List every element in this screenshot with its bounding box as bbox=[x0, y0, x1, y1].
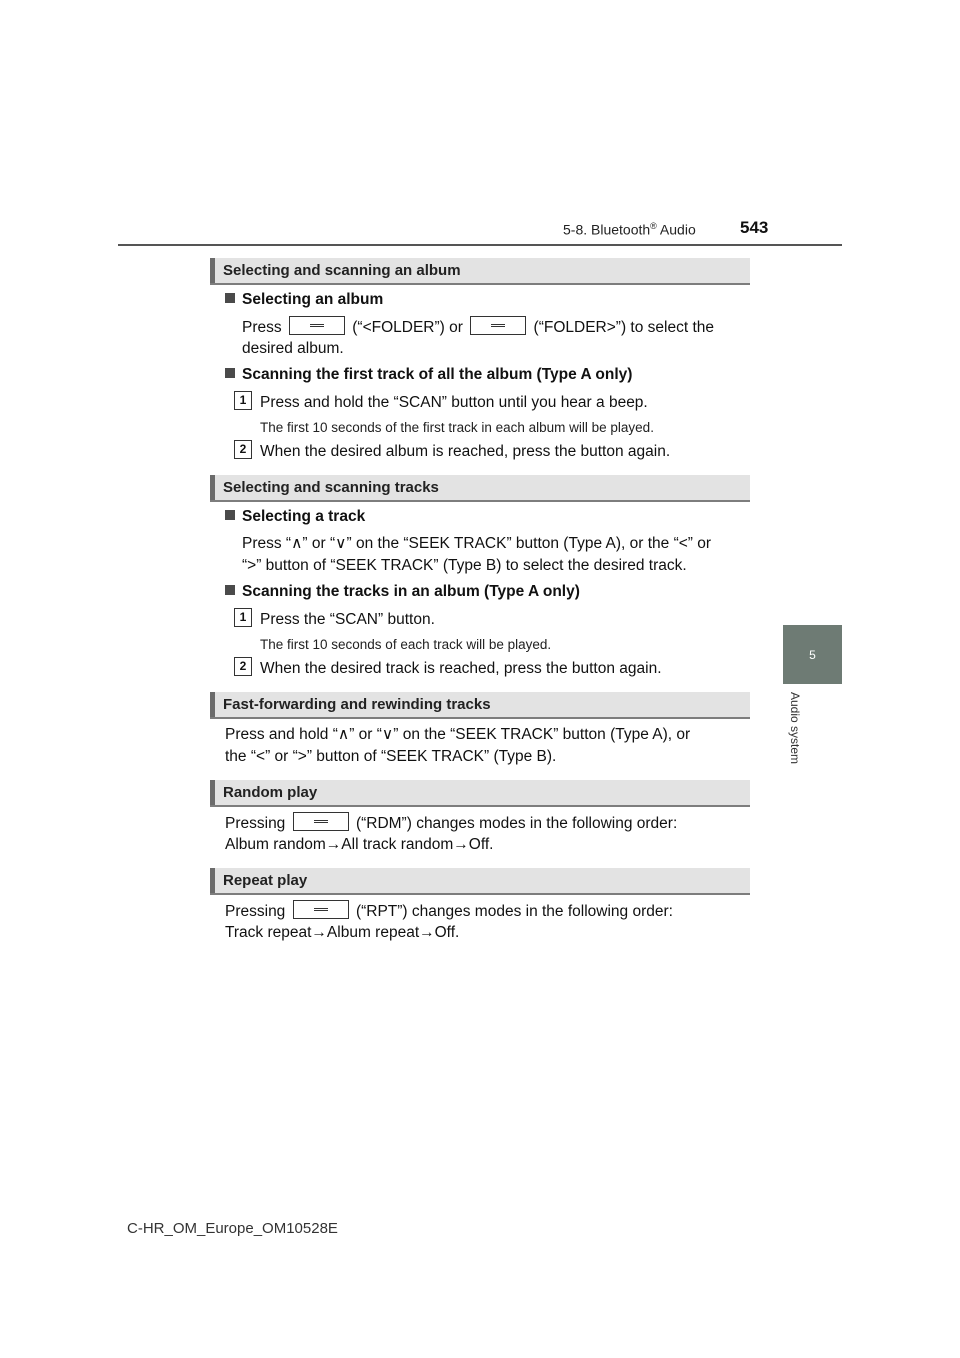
text: (“FOLDER>”) to select the bbox=[533, 319, 714, 336]
chapter-tab bbox=[783, 625, 842, 684]
square-bullet-icon bbox=[225, 368, 235, 378]
paragraph-repeat-l1 bbox=[225, 900, 673, 923]
step-1-note: The first 10 seconds of the first track in each album will be played. bbox=[260, 420, 654, 435]
paragraph-select-album-cont: desired album. bbox=[242, 340, 344, 357]
text: Pressing bbox=[225, 815, 286, 832]
header-divider bbox=[118, 244, 842, 246]
step-2-marker bbox=[234, 657, 252, 676]
paragraph-select-track-l1: Press “∧” or “∨” on the “SEEK TRACK” button (Type A), or the “<” or bbox=[242, 535, 712, 552]
step-2-marker bbox=[234, 440, 252, 459]
chapter-title-vertical bbox=[786, 692, 804, 784]
folder-down-button-icon bbox=[289, 316, 345, 335]
paragraph-fast-l2: the “<” or “>” button of “SEEK TRACK” (Type B). bbox=[225, 748, 557, 765]
section-title: Fast-forwarding and rewinding tracks bbox=[223, 696, 491, 713]
subheading-text: Selecting a track bbox=[242, 508, 366, 525]
subheading-select-track bbox=[225, 508, 365, 526]
text: (“<FOLDER”) or bbox=[352, 319, 463, 336]
section-header-tracks bbox=[210, 475, 750, 502]
registered-mark: ® bbox=[650, 221, 657, 231]
step-2-text: When the desired album is reached, press the button again. bbox=[260, 443, 671, 460]
subheading-scan-album bbox=[225, 366, 632, 384]
paragraph-random-l1 bbox=[225, 812, 677, 835]
rdm-button-icon bbox=[293, 812, 349, 831]
rpt-button-icon bbox=[293, 900, 349, 919]
step-1-text: Press the “SCAN” button. bbox=[260, 611, 435, 628]
section-title: Repeat play bbox=[223, 872, 308, 889]
square-bullet-icon bbox=[225, 293, 235, 303]
step-number: 1 bbox=[234, 391, 252, 410]
subheading-text: Scanning the first track of all the album (Type A only) bbox=[242, 366, 633, 383]
section-title: Selecting and scanning an album bbox=[223, 262, 461, 279]
subheading-scan-tracks bbox=[225, 583, 580, 601]
square-bullet-icon bbox=[225, 585, 235, 595]
step-1-text: Press and hold the “SCAN” button until you hear a beep. bbox=[260, 394, 648, 411]
paragraph-fast-l1: Press and hold “∧” or “∨” on the “SEEK TRACK” button (Type A), or bbox=[225, 726, 691, 743]
section-breadcrumb bbox=[563, 221, 696, 238]
step-2-text: When the desired track is reached, press the button again. bbox=[260, 660, 662, 677]
section-header-random bbox=[210, 780, 750, 807]
step-number: 2 bbox=[234, 440, 252, 459]
step-1-note: The first 10 seconds of each track will be played. bbox=[260, 637, 552, 652]
document-id: C-HR_OM_Europe_OM10528E bbox=[127, 1220, 338, 1237]
section-title: Random play bbox=[223, 784, 318, 801]
step-1-marker bbox=[234, 391, 252, 410]
section-title: Selecting and scanning tracks bbox=[223, 479, 439, 496]
section-label: 5-8. Bluetooth bbox=[563, 221, 651, 238]
paragraph-select-track-l2: “>” button of “SEEK TRACK” (Type B) to select the desired track. bbox=[242, 557, 687, 574]
section-header-fast bbox=[210, 692, 750, 719]
step-1-marker bbox=[234, 608, 252, 627]
text: Pressing bbox=[225, 903, 286, 920]
text: (“RDM”) changes modes in the following order: bbox=[355, 815, 678, 832]
text: (“RPT”) changes modes in the following order: bbox=[355, 903, 673, 920]
paragraph-repeat-l2: Track repeat→Album repeat→Off. bbox=[225, 924, 460, 941]
page-number: 543 bbox=[740, 218, 769, 237]
section-label-suffix: Audio bbox=[656, 221, 696, 238]
step-number: 1 bbox=[234, 608, 252, 627]
chapter-title: Audio system bbox=[788, 692, 802, 765]
folder-up-button-icon bbox=[470, 316, 526, 335]
section-header-repeat bbox=[210, 868, 750, 895]
paragraph-random-l2: Album random→All track random→Off. bbox=[225, 836, 494, 853]
subheading-text: Selecting an album bbox=[242, 291, 384, 308]
section-header-album bbox=[210, 258, 750, 285]
step-number: 2 bbox=[234, 657, 252, 676]
chapter-number: 5 bbox=[809, 647, 816, 662]
subheading-text: Scanning the tracks in an album (Type A only) bbox=[242, 583, 580, 600]
subheading-select-album bbox=[225, 291, 383, 309]
text: Press bbox=[242, 319, 282, 336]
paragraph-select-album bbox=[242, 316, 746, 339]
square-bullet-icon bbox=[225, 510, 235, 520]
